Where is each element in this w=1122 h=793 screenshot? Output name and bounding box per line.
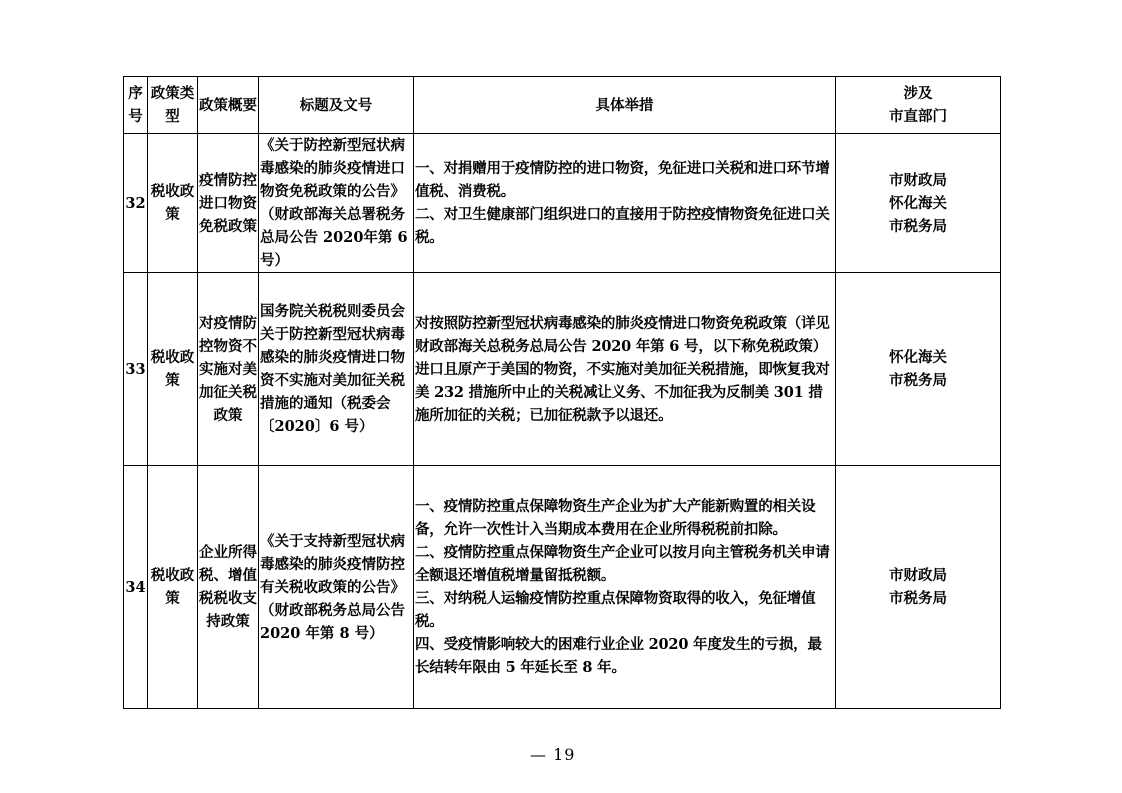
table-row	[124, 273, 1001, 466]
row-seq: 33	[124, 273, 148, 466]
header-measures: 具体举措	[414, 77, 836, 134]
header-summary: 政策概要	[198, 77, 259, 134]
header-row	[124, 77, 1001, 134]
row-title: 国务院关税税则委员会关于防控新型冠状病毒感染的肺炎疫情进口物资不实施对美加征关税措施的通知（税委会〔2020〕6 号）	[259, 273, 414, 466]
row-depts: 市财政局 怀化海关 市税务局	[836, 134, 1001, 273]
row-measures: 对按照防控新型冠状病毒感染的肺炎疫情进口物资免税政策（详见财政部海关总税务总局公告 2020 年第 6 号，以下称免税政策）进口且原产于美国的物资，不实施对美加征关税措施，即恢复我对美 232 措施所中止的关税减让义务、不加征我为反制美 301 措施所加征的关税；已加征税款予以退还。	[414, 273, 836, 466]
table-row	[124, 134, 1001, 273]
row-summary: 对疫情防控物资不实施对美加征关税政策	[198, 273, 259, 466]
row-depts: 市财政局 市税务局	[836, 466, 1001, 709]
row-seq: 32	[124, 134, 148, 273]
row-measures: 一、疫情防控重点保障物资生产企业为扩大产能新购置的相关设备，允许一次性计入当期成本费用在企业所得税税前扣除。 二、疫情防控重点保障物资生产企业可以按月向主管税务机关申请全额退还增值税增量留抵税额。 三、对纳税人运输疫情防控重点保障物资取得的收入，免征增值税。 四、受疫情影响较大的困难行业企业 2020 年度发生的亏损，最长结转年限由 5 年延长至 8 年。	[414, 466, 836, 709]
row-measures: 一、对捐赠用于疫情防控的进口物资，免征进口关税和进口环节增值税、消费税。 二、对卫生健康部门组织进口的直接用于防控疫情物资免征进口关税。	[414, 134, 836, 273]
policy-table	[123, 76, 1001, 709]
row-type: 税收政策	[148, 273, 198, 466]
table-row	[124, 466, 1001, 709]
page-number: — 19	[530, 745, 576, 764]
row-seq: 34	[124, 466, 148, 709]
row-title: 《关于支持新型冠状病毒感染的肺炎疫情防控有关税收政策的公告》（财政部税务总局公告 2020 年第 8 号）	[259, 466, 414, 709]
row-title: 《关于防控新型冠状病毒感染的肺炎疫情进口物资免税政策的公告》（财政部海关总署税务总局公告 2020年第 6 号）	[259, 134, 414, 273]
header-title: 标题及文号	[259, 77, 414, 134]
row-summary: 企业所得税、增值税税收支持政策	[198, 466, 259, 709]
row-type: 税收政策	[148, 466, 198, 709]
row-type: 税收政策	[148, 134, 198, 273]
row-depts: 怀化海关 市税务局	[836, 273, 1001, 466]
header-seq: 序号	[124, 77, 148, 134]
row-summary: 疫情防控进口物资免税政策	[198, 134, 259, 273]
header-type: 政策类型	[148, 77, 198, 134]
header-depts: 涉及 市直部门	[836, 77, 1001, 134]
